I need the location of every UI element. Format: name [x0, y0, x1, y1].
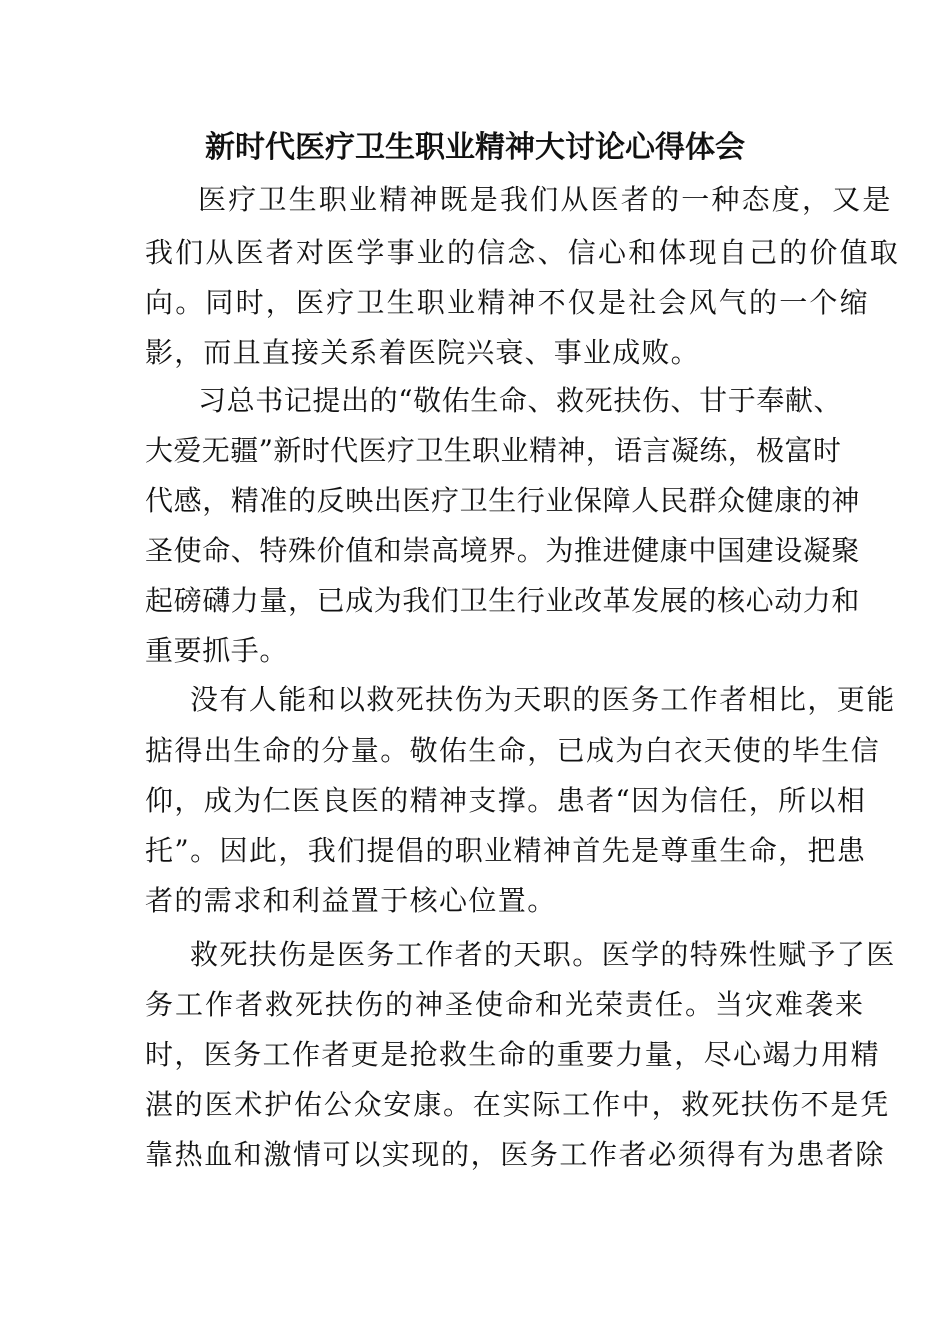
paragraph-line: 医疗卫生职业精神既是我们从医者的一种态度，又是 [198, 183, 893, 216]
paragraph-line: 靠热血和激情可以实现的，医务工作者必须得有为患者除 [145, 1138, 886, 1171]
paragraph-line: 我们从医者对医学事业的信念、信心和体现自己的价值取 [145, 236, 901, 269]
paragraph-line: 大爱无疆”新时代医疗卫生职业精神，语言凝练，极富时 [145, 434, 842, 467]
paragraph-line: 者的需求和利益置于核心位置。 [145, 884, 557, 917]
paragraph-line: 没有人能和以救死扶伤为天职的医务工作者相比，更能 [190, 683, 896, 716]
paragraph-line: 向。同时，医疗卫生职业精神不仅是社会风气的一个缩 [145, 286, 870, 319]
document-title: 新时代医疗卫生职业精神大讨论心得体会 [205, 130, 745, 165]
paragraph-line: 仰，成为仁医良医的精神支撑。患者“因为信任，所以相 [145, 784, 867, 817]
paragraph-line: 救死扶伤是医务工作者的天职。医学的特殊性赋予了医 [190, 938, 896, 971]
paragraph-line: 圣使命、特殊价值和崇高境界。为推进健康中国建设凝聚 [145, 534, 861, 567]
paragraph-line: 托”。因此，我们提倡的职业精神首先是尊重生命，把患 [145, 834, 867, 867]
paragraph-line: 时，医务工作者更是抢救生命的重要力量，尽心竭力用精 [145, 1038, 881, 1071]
paragraph-line: 习总书记提出的“敬佑生命、救死扶伤、甘于奉献、 [198, 384, 843, 417]
paragraph-line: 代感，精准的反映出医疗卫生行业保障人民群众健康的神 [145, 484, 861, 517]
paragraph-line: 务工作者救死扶伤的神圣使命和光荣责任。当灾难袭来 [145, 988, 866, 1021]
paragraph-line: 掂得出生命的分量。敬佑生命，已成为白衣天使的毕生信 [145, 734, 881, 767]
paragraph-line: 起磅礴力量，已成为我们卫生行业改革发展的核心动力和 [145, 584, 861, 617]
paragraph-line: 重要抓手。 [145, 634, 289, 667]
paragraph-line: 湛的医术护佑公众安康。在实际工作中，救死扶伤不是凭 [145, 1088, 891, 1121]
paragraph-line: 影，而且直接关系着医院兴衰、事业成败。 [145, 336, 700, 369]
